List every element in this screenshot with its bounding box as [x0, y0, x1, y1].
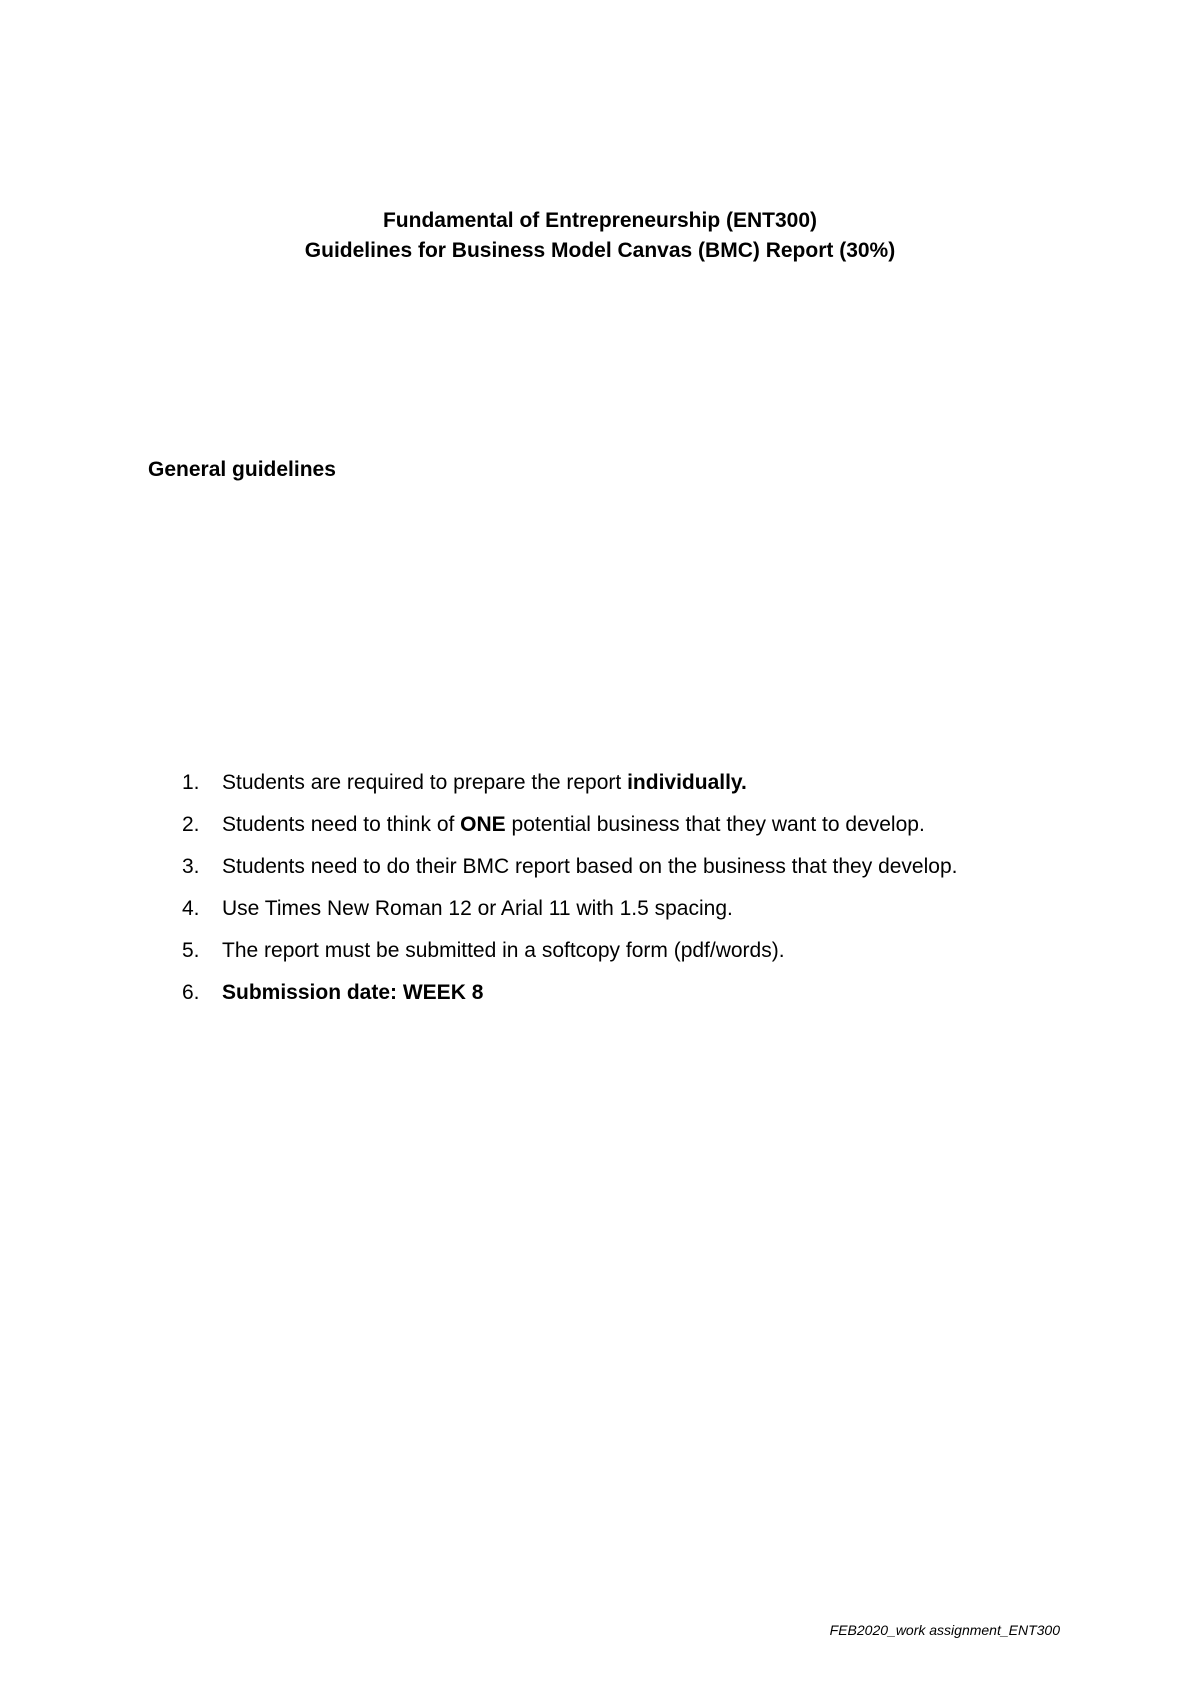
- list-item-text: [222, 978, 483, 1020]
- list-item-emphasis: Submission date: WEEK 8: [222, 981, 484, 1004]
- list-item: [182, 894, 957, 936]
- list-item-text: Use Times New Roman 12 or Arial 11 with 1.5 spacing.: [222, 897, 733, 920]
- list-item-text: Students need to think of ONE potential business that they want to develop.: [222, 813, 925, 836]
- course-title: Fundamental of Entrepreneurship (ENT300): [382, 209, 818, 232]
- list-item-number: 2.: [182, 813, 200, 836]
- list-item-number: 4.: [182, 897, 200, 920]
- guidelines-list: [182, 768, 957, 1020]
- list-item-text: Students are required to prepare the report individually.: [222, 771, 747, 794]
- list-item-emphasis: individually.: [627, 771, 747, 794]
- list-item-number: 1.: [182, 771, 200, 794]
- list-item-number: 3.: [182, 855, 200, 878]
- list-item: [182, 810, 957, 852]
- report-title: Guidelines for Business Model Canvas (BMC) Report (30%): [304, 239, 896, 262]
- list-item-text: The report must be submitted in a softcopy form (pdf/words).: [222, 939, 785, 962]
- page-footer: FEB2020_work assignment_ENT300: [829, 1622, 1060, 1638]
- section-heading: General guidelines: [148, 458, 336, 481]
- document-title-block: [0, 206, 1200, 266]
- list-item: [182, 936, 957, 978]
- list-item-number: 5.: [182, 939, 200, 962]
- list-item: [182, 852, 957, 894]
- list-item-number: 6.: [182, 981, 200, 1004]
- list-item-emphasis: ONE: [460, 813, 506, 836]
- list-item-text: Students need to do their BMC report based on the business that they develop.: [222, 855, 958, 878]
- list-item: [182, 978, 957, 1020]
- list-item: [182, 768, 957, 810]
